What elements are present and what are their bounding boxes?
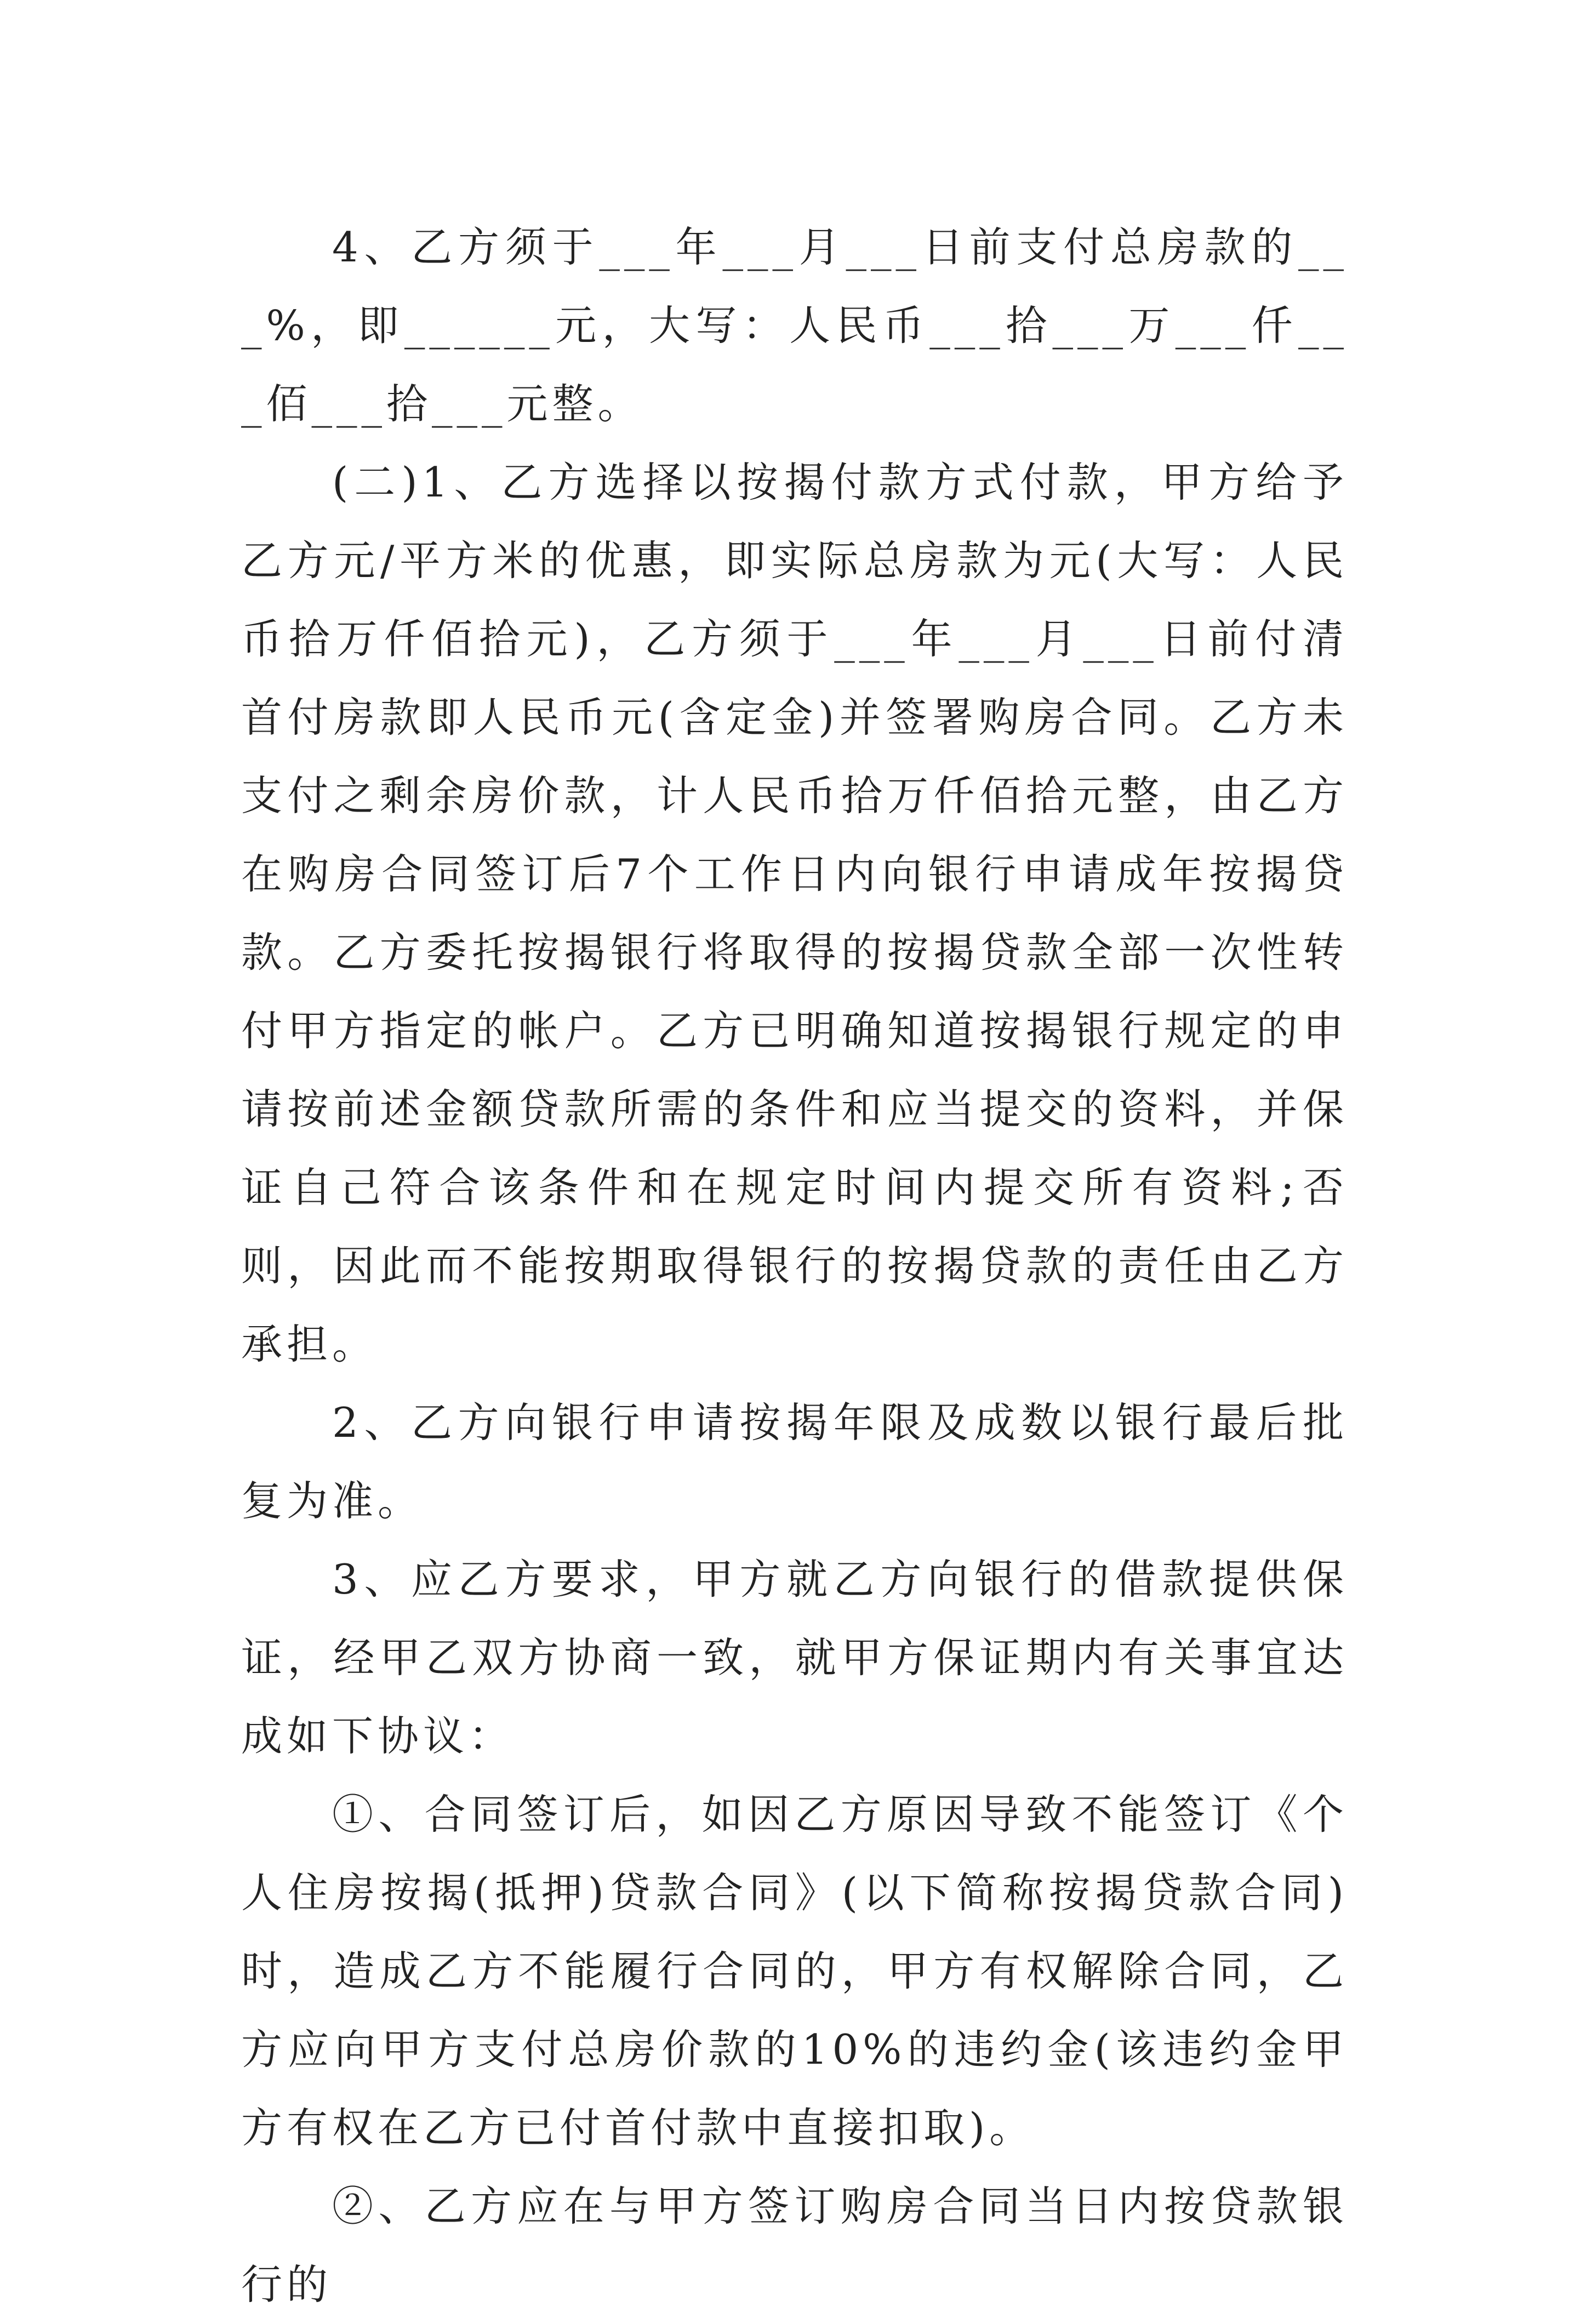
paragraph-clause-2: ②、乙方应在与甲方签订购房合同当日内按贷款银行的 (241, 2182, 1348, 2309)
paragraph-payment-deadline: 4、乙方须于___年___月___日前支付总房款的___%，即______元，大写：人民币___拾___万___仟___佰___拾___元整。 (241, 223, 1348, 428)
paragraph-mortgage-option: (二)1、乙方选择以按揭付款方式付款，甲方给予乙方元/平方米的优惠，即实际总房款为元(大写：人民币拾万仟佰拾元)，乙方须于___年___月___日前付清首付房款即人民币元(含定金)并签署购房合同。乙方未支付之剩余房价款，计人民币拾万仟佰拾元整，由乙方在购房合同签订后7个工作日内向银行申请成年按揭贷款。乙方委托按揭银行将取得的按揭贷款全部一次性转付甲方指定的帐户。乙方已明确知道按揭银行规定的申请按前述金额贷款所需的条件和应当提交的资料，并保证自己符合该条件和在规定时间内提交所有资料;否则，因此而不能按期取得银行的按揭贷款的责任由乙方承担。 (241, 458, 1348, 1368)
document-body (241, 208, 1348, 2324)
paragraph-clause-1: ①、合同签订后，如因乙方原因导致不能签订《个人住房按揭(抵押)贷款合同》(以下简称按揭贷款合同)时，造成乙方不能履行合同的，甲方有权解除合同，乙方应向甲方支付总房价款的10%的违约金(该违约金甲方有权在乙方已付首付款中直接扣取)。 (241, 1790, 1348, 2152)
paragraph-mortgage-term: 2、乙方向银行申请按揭年限及成数以银行最后批复为准。 (241, 1398, 1348, 1525)
paragraph-guarantee: 3、应乙方要求，甲方就乙方向银行的借款提供保证，经甲乙双方协商一致，就甲方保证期内有关事宜达成如下协议： (241, 1555, 1348, 1760)
